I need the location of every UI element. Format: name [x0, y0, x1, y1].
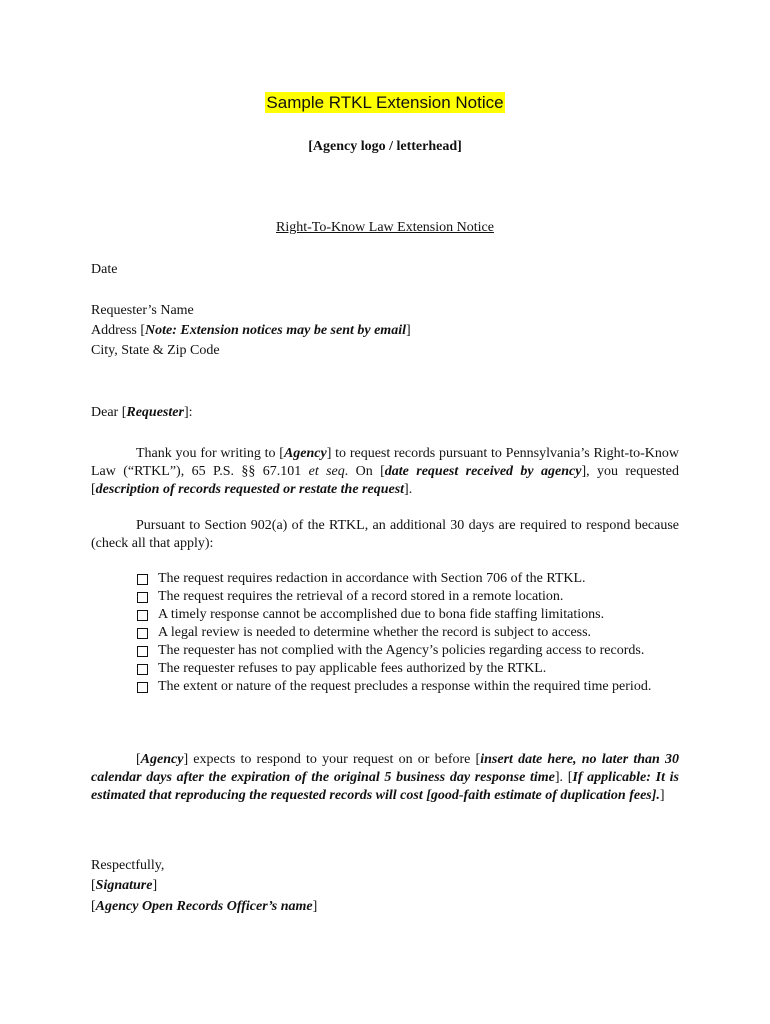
officer-name-line: [Agency Open Records Officer’s name]	[91, 899, 318, 914]
salutation: Dear [Requester]:	[91, 405, 193, 420]
address-note: Note: Extension notices may be sent by email	[145, 323, 406, 338]
intro-paragraph: Thank you for writing to [Agency] to request records pursuant to Pennsylvania’s Right-to-Know Law (“RTKL”), 65 P.S. §§ 67.101 et seq. On [date request received by agency], you requested [description of records requested or restate the request].	[91, 446, 679, 497]
checkbox[interactable]	[137, 646, 148, 657]
checklist-item[interactable]: The requester refuses to pay applicable fees authorized by the RTKL.	[136, 660, 679, 678]
address-line: Address [Note: Extension notices may be sent by email]	[91, 323, 411, 338]
checklist-item[interactable]: A timely response cannot be accomplished due to bona fide staffing limitations.	[136, 606, 679, 624]
checklist-item[interactable]: The requester has not complied with the Agency’s policies regarding access to records.	[136, 642, 679, 660]
checklist-item[interactable]: The extent or nature of the request precludes a response within the required time period.	[136, 678, 679, 696]
signature-line: [Signature]	[91, 878, 158, 893]
checkbox[interactable]	[137, 592, 148, 603]
checkbox[interactable]	[137, 574, 148, 585]
letterhead-placeholder: [Agency logo / letterhead]	[308, 139, 462, 154]
document-title-text: Sample RTKL Extension Notice	[266, 93, 504, 112]
document-title	[0, 93, 770, 113]
checklist-item[interactable]: A legal review is needed to determine whether the record is subject to access.	[136, 624, 679, 642]
closing-respectfully: Respectfully,	[91, 858, 165, 873]
notice-heading: Right-To-Know Law Extension Notice	[276, 220, 494, 235]
expects-paragraph: [Agency] expects to respond to your request on or before [insert date here, no later than 30 calendar days after the expiration of the original 5 business day response time]. [If applicable: It is estimated that reproducing the requested records will cost [good-faith estimate of duplication fees].]	[91, 752, 679, 803]
checklist-item[interactable]: The request requires redaction in accordance with Section 706 of the RTKL.	[136, 570, 679, 588]
requester-name-line: Requester’s Name	[91, 303, 194, 318]
checkbox[interactable]	[137, 628, 148, 639]
checkbox[interactable]	[137, 664, 148, 675]
checklist-item[interactable]: The request requires the retrieval of a record stored in a remote location.	[136, 588, 679, 606]
pursuant-paragraph: Pursuant to Section 902(a) of the RTKL, an additional 30 days are required to respond because (check all that apply):	[91, 518, 679, 551]
city-line: City, State & Zip Code	[91, 343, 220, 358]
checkbox[interactable]	[137, 682, 148, 693]
salutation-name: Requester	[126, 405, 184, 420]
date-line: Date	[91, 262, 118, 277]
checkbox[interactable]	[137, 610, 148, 621]
reasons-checklist	[136, 570, 679, 696]
